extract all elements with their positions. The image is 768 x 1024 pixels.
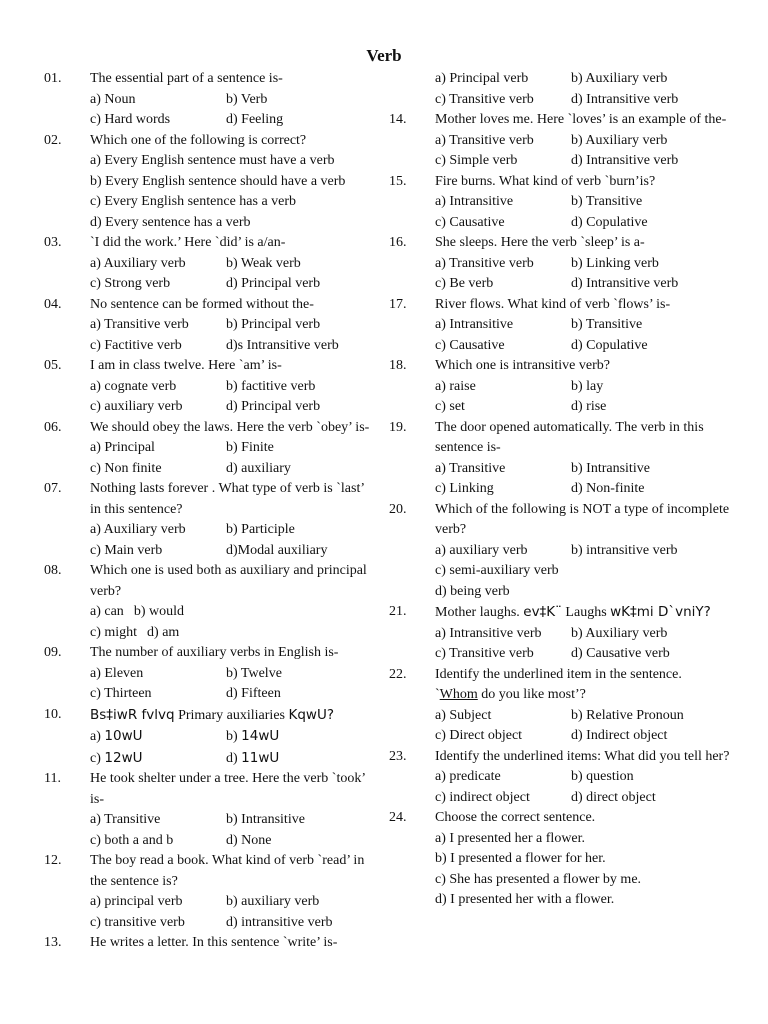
question-body <box>435 69 734 110</box>
option: b) Finite <box>226 440 274 455</box>
question-body <box>435 665 734 747</box>
question-number: 08. <box>44 563 62 578</box>
question-item <box>44 769 374 851</box>
option-row <box>90 664 374 685</box>
option: a) I presented her a flower. <box>435 830 586 846</box>
option-row <box>90 274 374 295</box>
option: a) can <box>90 604 124 619</box>
question-number: 18. <box>389 358 407 373</box>
option: b) question <box>571 769 634 784</box>
question-body <box>435 110 734 172</box>
question-number: 14. <box>389 112 407 127</box>
option: c) Thirteen <box>90 686 152 701</box>
option-row <box>435 336 734 357</box>
question-text: The boy read a book. What kind of verb `read’ in the sentence is? <box>90 853 365 889</box>
question-text: No sentence can be formed without the- <box>90 296 314 312</box>
question-body <box>435 418 734 500</box>
option: c) might <box>90 624 138 640</box>
option: b) Every English sentence should have a verb <box>90 173 346 189</box>
option-row <box>435 849 734 870</box>
option: b) Weak verb <box>226 255 301 271</box>
question-item <box>389 665 734 747</box>
option: d) Intransitive verb <box>571 153 679 168</box>
option: a) Every English sentence must have a verb <box>90 153 335 168</box>
option-letter: c) <box>90 750 101 766</box>
question-text-bangla: Bs‡iwR fvlvq <box>90 706 175 723</box>
question-number: 09. <box>44 645 62 660</box>
question-item <box>44 233 374 295</box>
option: b) auxiliary verb <box>226 894 320 909</box>
page-title: Verb <box>366 46 402 65</box>
right-column <box>389 69 734 911</box>
option-row <box>90 623 374 644</box>
option-row <box>435 315 734 336</box>
option: b) Transitive <box>571 194 643 209</box>
option: d) Feeling <box>226 112 284 127</box>
option: a) Noun <box>90 91 136 107</box>
question-text: `I did the work.’ Here `did’ is a/an- <box>90 235 286 250</box>
option-row <box>435 706 734 727</box>
option-row <box>90 192 374 213</box>
option: d) Causative verb <box>571 646 670 661</box>
option: b) would <box>133 604 184 619</box>
question-body <box>90 356 374 418</box>
question-item <box>44 131 374 234</box>
option: d)s Intransitive verb <box>226 337 339 353</box>
question-number: 12. <box>44 853 62 868</box>
question-body <box>90 233 374 295</box>
option: c) Simple verb <box>435 153 518 168</box>
question-text: She sleeps. Here the verb `sleep’ is a- <box>435 235 645 250</box>
question-item <box>389 69 734 110</box>
question-text: Which one of the following is correct? <box>90 132 307 148</box>
option: c) Causative <box>435 214 505 230</box>
question-item <box>44 851 374 933</box>
option-row <box>435 870 734 891</box>
question-number: 03. <box>44 235 62 250</box>
question-text-bangla: wK‡mi D`vniY? <box>610 604 711 620</box>
question-body <box>435 172 734 234</box>
option: c) Transitive verb <box>435 91 534 107</box>
question-item <box>389 356 734 418</box>
option-row <box>435 90 734 111</box>
option: a) Principal verb <box>435 71 529 86</box>
question-number: 13. <box>44 935 62 950</box>
option: a) principal verb <box>90 894 183 909</box>
option: d) Intransitive verb <box>571 276 679 291</box>
option: d) Copulative <box>571 337 648 353</box>
question-body <box>90 933 374 954</box>
option: a) Intransitive verb <box>435 625 542 641</box>
question-text-bangla: ev‡K¨ <box>523 604 562 620</box>
question-number: 24. <box>389 810 407 825</box>
option: b) Principal verb <box>226 317 321 332</box>
question-item <box>44 933 374 954</box>
underlined-word: Whom <box>439 687 478 702</box>
question-number: 04. <box>44 296 62 312</box>
question-item <box>389 808 734 911</box>
option: d) Intransitive verb <box>571 91 679 107</box>
option: d) am <box>147 624 180 640</box>
question-number: 22. <box>389 666 407 682</box>
question-item <box>44 356 374 418</box>
left-column <box>44 69 374 954</box>
option: c) Factitive verb <box>90 337 182 353</box>
question-body <box>90 705 374 770</box>
option-row <box>435 459 734 480</box>
option-row <box>90 892 374 913</box>
option: c) indirect object <box>435 789 530 805</box>
question-number: 02. <box>44 132 62 148</box>
option: c) auxiliary verb <box>90 399 183 414</box>
option: a) predicate <box>435 769 501 784</box>
question-text: River flows. What kind of verb `flows’ is- <box>435 296 671 312</box>
option-row <box>435 624 734 645</box>
option: c) Linking <box>435 481 494 496</box>
option: d) None <box>226 832 272 848</box>
option: c) Non finite <box>90 460 162 476</box>
question-item <box>44 69 374 131</box>
option-row <box>90 336 374 357</box>
option: d) Fifteen <box>226 686 281 701</box>
option-row <box>90 602 374 623</box>
option: d) Indirect object <box>571 728 668 743</box>
sentence-part: ` <box>435 687 440 702</box>
option: d) Copulative <box>571 214 648 230</box>
option: a) Transitive verb <box>435 255 534 271</box>
option: b) Participle <box>226 522 295 537</box>
question-item <box>389 500 734 603</box>
question-body <box>90 295 374 357</box>
option-row <box>435 377 734 398</box>
option: a) raise <box>435 378 476 394</box>
option: d)Modal auxiliary <box>226 542 328 558</box>
question-text <box>90 705 374 727</box>
question-body <box>435 233 734 295</box>
question-text: Identify the underlined items: What did you tell her? <box>435 748 730 764</box>
question-text: Which one is used both as auxiliary and principal verb? <box>90 563 367 599</box>
question-body <box>90 418 374 480</box>
option: b) Verb <box>226 91 268 107</box>
option-row <box>435 644 734 665</box>
option: d) Non-finite <box>571 481 645 496</box>
option: c) Be verb <box>435 276 494 291</box>
question-body <box>90 851 374 933</box>
option-row <box>90 810 374 831</box>
option-row <box>90 110 374 131</box>
option-row <box>90 831 374 852</box>
question-body <box>435 356 734 418</box>
option-row <box>435 213 734 234</box>
question-body <box>435 295 734 357</box>
option: d) direct object <box>571 789 656 805</box>
question-text: Identify the underlined item in the sentence. <box>435 666 682 682</box>
option: b) intransitive verb <box>571 542 678 558</box>
option-row <box>90 90 374 111</box>
option: b) Relative Pronoun <box>571 707 684 723</box>
sentence-part: do you like most’? <box>477 687 586 702</box>
question-body <box>435 808 734 911</box>
option: d) intransitive verb <box>226 914 333 930</box>
question-item <box>389 602 734 665</box>
question-text: Mother loves me. Here `loves’ is an example of the- <box>435 112 727 127</box>
option: a) Intransitive <box>435 317 514 332</box>
question-text-english: Laughs <box>565 605 607 620</box>
option-letter: b) <box>226 729 238 744</box>
question-text-english: Mother laughs. <box>435 605 520 620</box>
option-row <box>90 459 374 480</box>
option: d) rise <box>571 399 607 414</box>
option-row <box>435 582 734 603</box>
option: d) Principal verb <box>226 399 321 414</box>
question-body <box>90 69 374 131</box>
option-row <box>435 192 734 213</box>
question-body <box>435 602 734 665</box>
question-number: 07. <box>44 481 62 496</box>
option-value: 14wU <box>241 728 280 744</box>
question-number: 23. <box>389 748 407 764</box>
option-row <box>435 151 734 172</box>
option: a) auxiliary verb <box>435 542 528 558</box>
option: b) Intransitive <box>226 812 305 827</box>
question-text <box>435 602 734 624</box>
question-number: 20. <box>389 501 407 517</box>
option-row <box>435 479 734 500</box>
option: a) Auxiliary verb <box>90 255 186 271</box>
question-item <box>44 705 374 770</box>
option-row <box>435 397 734 418</box>
option: b) lay <box>571 378 604 394</box>
option-row <box>435 788 734 809</box>
option: c) Main verb <box>90 542 163 558</box>
option <box>90 726 226 748</box>
option: b) Auxiliary verb <box>571 132 668 148</box>
option: c) She has presented a flower by me. <box>435 871 642 887</box>
option: d) being verb <box>435 583 510 599</box>
question-number: 01. <box>44 71 62 86</box>
option: a) Eleven <box>90 665 144 681</box>
question-item <box>389 295 734 357</box>
option <box>226 726 362 748</box>
option-row <box>435 767 734 788</box>
option: c) both a and b <box>90 832 174 848</box>
option: d) auxiliary <box>226 460 291 476</box>
question-number: 05. <box>44 358 62 373</box>
question-number: 21. <box>389 604 407 619</box>
option: c) Transitive verb <box>435 646 534 661</box>
option-row <box>90 397 374 418</box>
question-text: He writes a letter. In this sentence `write’ is- <box>90 935 338 950</box>
question-body <box>90 769 374 851</box>
option-value: 12wU <box>104 749 143 766</box>
option-row <box>435 131 734 152</box>
question-sentence <box>435 685 734 706</box>
option: c) Direct object <box>435 728 523 743</box>
option: c) Hard words <box>90 112 171 127</box>
question-number: 11. <box>44 771 61 786</box>
question-text: The essential part of a sentence is- <box>90 71 283 86</box>
question-item <box>389 747 734 809</box>
question-number: 06. <box>44 419 62 435</box>
option: d) Every sentence has a verb <box>90 214 251 230</box>
question-body <box>90 561 374 643</box>
option: b) Intransitive <box>571 460 650 476</box>
option: b) Transitive <box>571 317 643 332</box>
question-item <box>389 418 734 500</box>
option: a) Auxiliary verb <box>90 522 186 537</box>
option-row <box>435 274 734 295</box>
option: a) Subject <box>435 707 492 723</box>
option-row <box>435 561 734 582</box>
option-row <box>90 254 374 275</box>
option-row <box>90 913 374 934</box>
question-body <box>435 500 734 603</box>
question-text: Fire burns. What kind of verb `burn’is? <box>435 173 656 189</box>
question-item <box>44 561 374 643</box>
option-row <box>90 151 374 172</box>
question-text: Choose the correct sentence. <box>435 810 596 825</box>
option-letter: d) <box>226 750 238 766</box>
question-item <box>44 643 374 705</box>
option-row <box>90 172 374 193</box>
question-body <box>90 643 374 705</box>
option: b) Linking verb <box>571 255 659 271</box>
question-text: We should obey the laws. Here the verb `obey’ is- <box>90 419 370 435</box>
question-number: 15. <box>389 173 407 189</box>
question-text: Which one is intransitive verb? <box>435 358 610 373</box>
question-text: I am in class twelve. Here `am’ is- <box>90 358 282 373</box>
option-row <box>90 377 374 398</box>
question-item <box>389 110 734 172</box>
option: c) Strong verb <box>90 276 171 291</box>
option: b) I presented a flower for her. <box>435 851 606 866</box>
option-row <box>435 726 734 747</box>
option-row <box>435 69 734 90</box>
question-body <box>90 479 374 561</box>
option-row <box>90 748 374 770</box>
question-text: Nothing lasts forever . What type of verb is `last’ in this sentence? <box>90 481 364 517</box>
option: c) set <box>435 399 465 414</box>
question-item <box>389 172 734 234</box>
option: d) Principal verb <box>226 276 321 291</box>
question-text: The number of auxiliary verbs in English is- <box>90 645 339 660</box>
question-number: 16. <box>389 235 407 250</box>
option: a) Intransitive <box>435 194 514 209</box>
question-number: 19. <box>389 419 407 435</box>
option-row <box>90 726 374 748</box>
option: b) factitive verb <box>226 378 316 394</box>
option: a) cognate verb <box>90 378 177 394</box>
option-row <box>435 829 734 850</box>
option-row <box>435 541 734 562</box>
option: a) Transitive verb <box>435 132 534 148</box>
option: c) transitive verb <box>90 914 185 930</box>
option: d) I presented her with a flower. <box>435 892 615 907</box>
option-row <box>90 520 374 541</box>
option-value: 11wU <box>241 749 280 766</box>
option: a) Transitive <box>90 812 161 827</box>
option <box>90 748 226 770</box>
option: c) semi-auxiliary verb <box>435 563 559 578</box>
option-letter: a) <box>90 729 101 744</box>
option-value: 10wU <box>104 728 143 744</box>
question-text: He took shelter under a tree. Here the verb `took’ is- <box>90 771 365 807</box>
option-row <box>90 684 374 705</box>
question-body <box>90 131 374 234</box>
question-text-bangla: KqwU? <box>288 706 334 723</box>
option-row <box>90 438 374 459</box>
option: b) Auxiliary verb <box>571 625 668 641</box>
option-row <box>90 315 374 336</box>
question-body <box>435 747 734 809</box>
question-number: 10. <box>44 706 62 722</box>
option-row <box>90 213 374 234</box>
option: b) Twelve <box>226 665 282 681</box>
question-text-english: Primary auxiliaries <box>178 707 285 723</box>
option-row <box>435 254 734 275</box>
question-item <box>44 479 374 561</box>
question-item <box>44 295 374 357</box>
option: c) Every English sentence has a verb <box>90 194 297 209</box>
option <box>226 748 362 770</box>
option: a) Principal <box>90 440 155 455</box>
question-number: 17. <box>389 296 407 312</box>
question-item <box>389 233 734 295</box>
option-row <box>90 541 374 562</box>
option: c) Causative <box>435 337 505 353</box>
question-text: Which of the following is NOT a type of incomplete verb? <box>435 501 730 537</box>
option: a) Transitive <box>435 460 506 476</box>
option: b) Auxiliary verb <box>571 71 668 86</box>
option-row <box>435 890 734 911</box>
question-item <box>44 418 374 480</box>
question-text: The door opened automatically. The verb in this sentence is- <box>435 419 704 455</box>
option: a) Transitive verb <box>90 317 189 332</box>
